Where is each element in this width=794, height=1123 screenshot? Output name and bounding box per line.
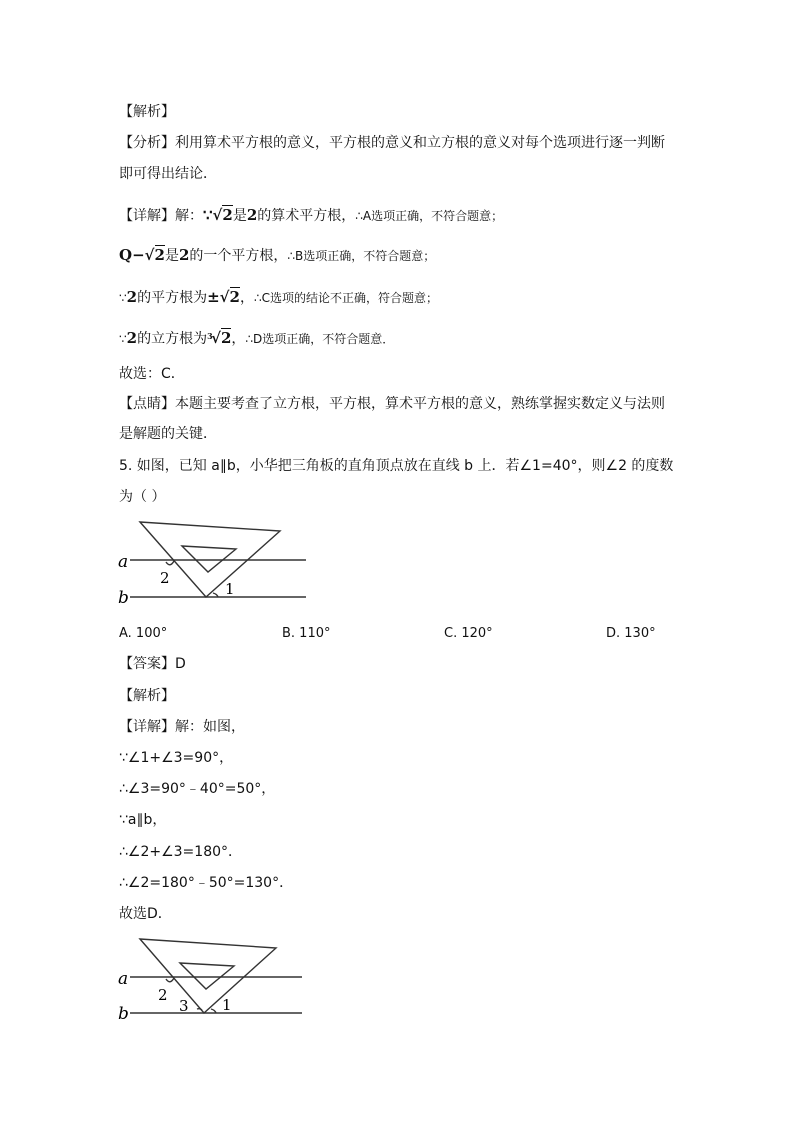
sqrt-two: √2 [144,246,165,264]
analysis-header-2: 【解析】 [119,688,175,704]
label-angle-2: 2 [160,569,170,587]
option-b: B. 110° [282,626,331,641]
angle-2-arc [166,561,174,565]
label-angle-2: 2 [158,986,168,1004]
because-symbol: ∵ [203,206,213,224]
solution-figure [116,933,316,1025]
option-d: D. 130° [606,626,656,641]
question-5-stem-2: 为（ ） [119,489,166,505]
choose-c: 故选：C． [119,366,185,382]
label-angle-3: 3 [179,997,189,1015]
triangle-inner [180,963,234,989]
step-5: ∴∠2=180°﹣50°=130°． [119,875,294,891]
question-figure [116,516,316,608]
answer: 【答案】D [119,656,186,672]
sqrt-two: √2 [219,288,240,306]
label-angle-1: 1 [225,580,235,598]
detail-line-3: ∵2的平方根为±√2，∴C选项的结论不正确，符合题意； [119,288,438,306]
q-symbol: Q [119,246,133,264]
comment-text-2: 是解题的关键． [119,426,217,442]
step-1: ∵∠1+∠3=90°， [119,750,234,766]
angle-2-arc [166,978,174,982]
label-angle-1: 1 [222,996,232,1014]
label-b: b [118,588,129,608]
triangle-inner [182,546,236,572]
question-5-stem-1: 5. 如图，已知 a∥b，小华把三角板的直角顶点放在直线 b 上．若∠1=40°，则∠2 的度数 [119,458,674,474]
choose-d: 故选D． [119,906,172,922]
cbrt-two: 3 √2 [207,329,232,347]
label-a: a [118,552,129,572]
option-a: A. 100° [119,626,168,641]
option-c: C. 120° [444,626,493,641]
detail-prefix: 【详解】解： [119,208,203,224]
analysis-text-2: 即可得出结论． [119,166,217,182]
analysis-text-1: 【分析】利用算术平方根的意义，平方根的意义和立方根的意义对每个选项进行逐一判断 [119,135,665,151]
label-b: b [118,1004,129,1024]
comment-text-1: 【点睛】本题主要考查了立方根，平方根，算术平方根的意义，熟练掌握实数定义与法则 [119,396,665,412]
sqrt-two: √2 [212,206,233,224]
label-a: a [118,969,129,989]
detail-2: 【详解】解：如图， [119,719,245,735]
detail-line-1: 【详解】解：∵√2是2的算术平方根，∴A选项正确，不符合题意； [119,206,504,224]
step-3: ∵a∥b， [119,812,167,828]
detail-line-2: Q−√2是2的一个平方根，∴B选项正确，不符合题意； [119,246,436,264]
angle-3-arc [197,1009,202,1010]
step-2: ∴∠3=90°﹣40°=50°， [119,781,276,797]
detail-line-4: ∵2的立方根为 3 √2，∴D选项正确，不符合题意． [119,329,395,347]
step-4: ∴∠2+∠3=180°． [119,844,243,860]
analysis-header: 【解析】 [119,104,175,120]
